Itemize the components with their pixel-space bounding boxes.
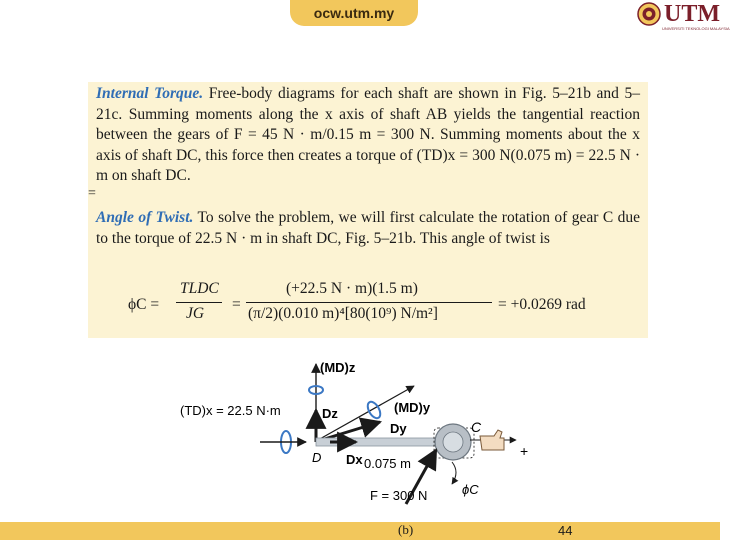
label-c: C — [471, 419, 482, 435]
equation-lhs: ϕC = — [128, 296, 160, 313]
logo-subtext: UNIVERSITI TEKNOLOGI MALAYSIA — [662, 26, 730, 31]
angle-of-twist-heading: Angle of Twist. — [96, 209, 194, 226]
label-md-z: (MD)z — [320, 360, 356, 375]
page-number: 44 — [558, 523, 573, 538]
label-d: D — [312, 450, 322, 465]
internal-torque-text: Free-body diagrams for each shaft are shown in Fig. 5–21b and 5–21c. Summing moments along the x axis of shaft AB yields the tangential reaction between the gears of F = 45 N · m/0.15 m = 300 N. Summing moments about the x axis of shaft DC, this force then creates a torque of (TD)x = 300 N(0.075 m) = 22.5 N · m on shaft DC. — [96, 85, 641, 184]
fraction1-numerator: TLDC — [180, 280, 219, 297]
fraction2-bar — [246, 302, 492, 303]
angle-of-twist-equation — [128, 278, 648, 334]
fraction2-denominator: (π/2)(0.010 m)⁴[80(10⁹) N/m²] — [248, 305, 438, 322]
site-url: ocw.utm.my — [313, 5, 395, 21]
label-dy: Dy — [390, 421, 407, 436]
logo-text: UTM — [664, 1, 720, 27]
internal-torque-paragraph — [96, 84, 640, 187]
site-banner — [290, 0, 418, 26]
utm-crest-icon — [637, 2, 661, 26]
fraction1-denominator: JG — [186, 305, 205, 322]
figure-caption: (b) — [398, 522, 414, 537]
shaft-free-body-diagram — [168, 352, 540, 512]
label-dimension: 0.075 m — [364, 456, 411, 471]
footer-bar — [0, 522, 720, 540]
angle-of-twist-paragraph — [96, 208, 640, 249]
label-phi-c: ϕC — [462, 482, 479, 497]
utm-logo — [637, 1, 730, 31]
label-force: F = 300 N — [370, 488, 428, 503]
label-td-x: (TD)x = 22.5 N·m — [180, 403, 281, 418]
right-hand-rule-icon — [480, 430, 504, 450]
phi-c-angle-arrow — [452, 462, 456, 484]
label-dz: Dz — [322, 406, 338, 421]
side-mark: = — [88, 186, 96, 201]
label-plus: + — [520, 443, 529, 459]
internal-torque-heading: Internal Torque. — [96, 85, 204, 102]
fraction1-bar — [176, 302, 222, 303]
textbook-excerpt — [88, 82, 648, 338]
angle-of-twist-text: To solve the problem, we will first calculate the rotation of gear C due to the torque of 22.5 N · m in shaft DC, Fig. 5–21b. This angle of twist is — [96, 209, 640, 247]
equation-result: = +0.0269 rad — [498, 296, 586, 313]
equation-equals: = — [232, 296, 241, 313]
label-md-y: (MD)y — [394, 400, 431, 415]
gear-hub — [443, 432, 463, 452]
fraction2-numerator: (+22.5 N · m)(1.5 m) — [286, 280, 418, 297]
label-dx: Dx — [346, 452, 363, 467]
moment-y-curl-icon — [365, 400, 383, 421]
